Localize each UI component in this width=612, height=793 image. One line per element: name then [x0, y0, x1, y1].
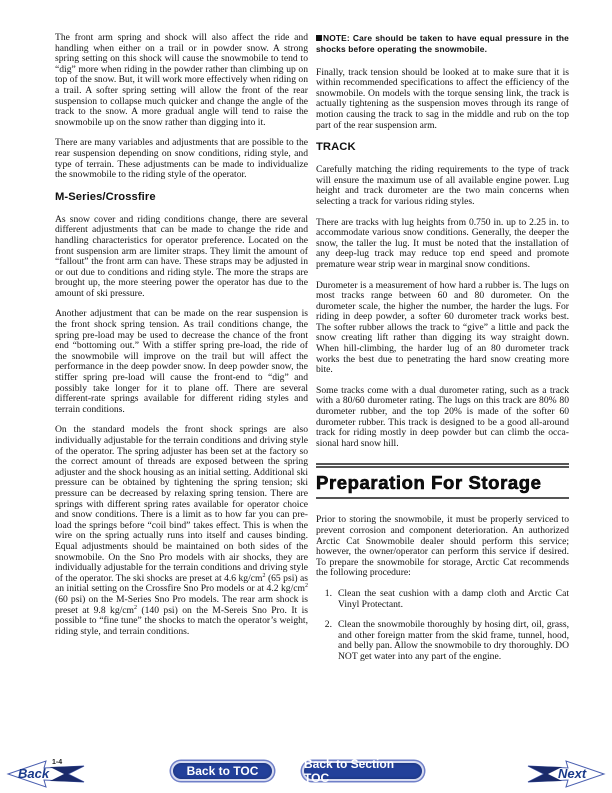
- right-column: [316, 33, 569, 673]
- section-header-storage: [316, 463, 569, 499]
- paragraph-track-tension: Finally, track tension should be looked at to make sure that it is within recommended specifications to affect the efficiency of the snowmobile. On models with the torque sensing link, the track is actually tightening as the suspension moves through its range of motion causing the track to sag in the middle and rub on the top part of the rear suspension arm.: [316, 66, 569, 131]
- subheading-track: TRACK: [316, 141, 356, 154]
- back-to-section-toc-button[interactable]: Back to Section TOC: [302, 761, 424, 781]
- note-square-icon: [316, 35, 322, 41]
- double-rule-divider: [316, 463, 569, 468]
- back-label: Back: [18, 766, 50, 781]
- paragraph-durometer: Durometer is a measurement of how hard a rubber is. The lugs on most tracks range between 60 and 80 durometer. On the durometer scale, the higher the number, the harder the lugs. For riding in deep powder, a softer 60 durometer track works best. The softer rubber allows the track to “give” a little and pack the snow creating lift rather than digging its way straight down. When hill-climbing, the harder lug of an 80 durometer track works the best due to penetrating the hard snow creating more bite.: [316, 279, 569, 376]
- left-column: [55, 33, 308, 647]
- paragraph-dual-durometer: Some tracks come with a dual durometer rating, such as a track with a 80/60 durometer rating. The lugs on this track are 80% 80 durometer rubber, and the top 20% is made of the softer 60 durometer rubber. This track is designed to be a good all-around track for riding mostly in deep powder but can climb the occasional hard snow hill.: [316, 384, 569, 449]
- page-number: 1-4: [52, 759, 63, 766]
- note-equal-pressure: NOTE: Care should be taken to have equal pressure in the shocks before operating the snowmobile.: [316, 33, 569, 54]
- paragraph-prior-to-storing: Prior to storing the snowmobile, it must be properly serviced to prevent corrosion and component deterioration. An authorized Arctic Cat Snowmobile dealer should perform this service; however, the owner/operator can perform this service if desired. To prepare the snowmobile for storage, Arctic Cat recommends the following procedure:: [316, 514, 569, 579]
- back-button[interactable]: [6, 760, 88, 788]
- paragraph-variables: There are many variables and adjustments that are possible to the rear suspension depending on snow conditions, riding style, and type of terrain. These adjustments can be made to individualize the snowmobile to the riding style of the operator.: [55, 137, 308, 181]
- next-button[interactable]: [522, 760, 606, 788]
- paragraph-front-arm-spring: The front arm spring and shock will also affect the ride and handling when either on a trail or in powder snow. A strong spring setting on this shock will cause the snowmobile to tend to “dig” more when riding in the powder rather than climbing up on top of the snow. But, it will work more effectively when riding on a trail. A softer spring setting will allow the front of the rear suspension to collapse much quicker and change the angle of the track to the snow. A more gradual angle will tend to raise the snowmobile up on the snow rather than digging into it.: [55, 32, 308, 128]
- paragraph-front-shock-spring: Another adjustment that can be made on the rear suspension is the front shock spring tension. As trail conditions change, the spring pre-load may be used to decrease the chance of the front end “bottoming out.” With a stiffer spring pre-load, the ride of the snowmobile will improve on the trail but will affect the performance in the deep powder snow. In deep powder snow, the stiffer spring pre-load will cause the front-end to “dig” and possibly take longer for it to plane off. There are several different-rate springs available for different riding styles and terrain conditions.: [55, 308, 308, 415]
- list-item: 2. Clean the snowmobile thoroughly by hosing dirt, oil, grass, and other foreign matter from the skid frame, tunnel, hood, and belly pan. Allow the snowmobile to dry thoroughly. DO NOT get water into any part of the engine.: [324, 619, 569, 662]
- paragraph-limiter-straps: As snow cover and riding conditions change, there are several different adjustments that can be made to change the ride and handling characteristics for operator preference. Located on the front suspension arm are limiter straps. They limit the amount of “fallout” the front arm can have. These straps may be adjusted in or out due to conditions and riding style. The more the straps are brought up, the more steering power the operator has due to the amount of ski pressure.: [55, 213, 308, 299]
- paragraph-standard-models: On the standard models the front shock springs are also individually adjustable for the terrain conditions and driving style of the operator. The spring adjuster has been set at the factory so the correct amount of threads are exposed between the spring adjuster and the shock housing as an initial setting. Additional ski pressure can be obtained by tightening the spring tension; ski pressure can be decreased by relaxing spring tension. There are springs with different spring rates available for operator choice and snow conditions. There is a limit as to how far you can pre-load the springs before “coil bind” takes effect. This is when the wire on the spring actually runs into itself and causes binding. Equal adjustments should be maintained on both sides of the snowmobile. On the Sno Pro models with air shocks, they are individually adjustable for the terrain conditions and driving style of the operator. The ski shocks are preset at 4.6 $kg/cm^2$ (65 psi) as an initial setting on the Crossfire Sno Pro models or at 4.2 $kg/cm^2$ (60 psi) on the M-Series Sno Pro models. The rear arm shock is preset at 9.8 $kg/cm^2$ (140 psi) on the M-Sereis Sno Pro. It is possible to “fine tune” the shocks to match the operator’s weight, riding style, and terrain conditions.: [55, 424, 309, 637]
- section-title-preparation-for-storage: Preparation For Storage: [316, 472, 542, 494]
- back-to-toc-button[interactable]: Back to TOC: [171, 761, 274, 781]
- paragraph-lug-heights: There are tracks with lug heights from 0.750 in. up to 2.25 in. to accommodate various snow conditions. Generally, the deeper the snow, the taller the lug. It must be noted that the installation of any deep-lug track may reduce top end speed and promote premature wear strip wear in marginal snow conditions.: [316, 216, 569, 270]
- storage-procedure-list: [316, 589, 569, 663]
- single-rule-divider: [316, 497, 569, 499]
- subheading-m-series-crossfire: M-Series/Crossfire: [55, 190, 156, 203]
- paragraph-matching-requirements: Carefully matching the riding requirements to the type of track will ensure the maximum use of all available engine power. Lug height and track durometer are the two main concerns when selecting a track for various riding styles.: [316, 164, 569, 207]
- next-label: Next: [558, 766, 587, 781]
- list-item: 1. Clean the seat cushion with a damp cloth and Arctic Cat Vinyl Protectant.: [324, 587, 569, 610]
